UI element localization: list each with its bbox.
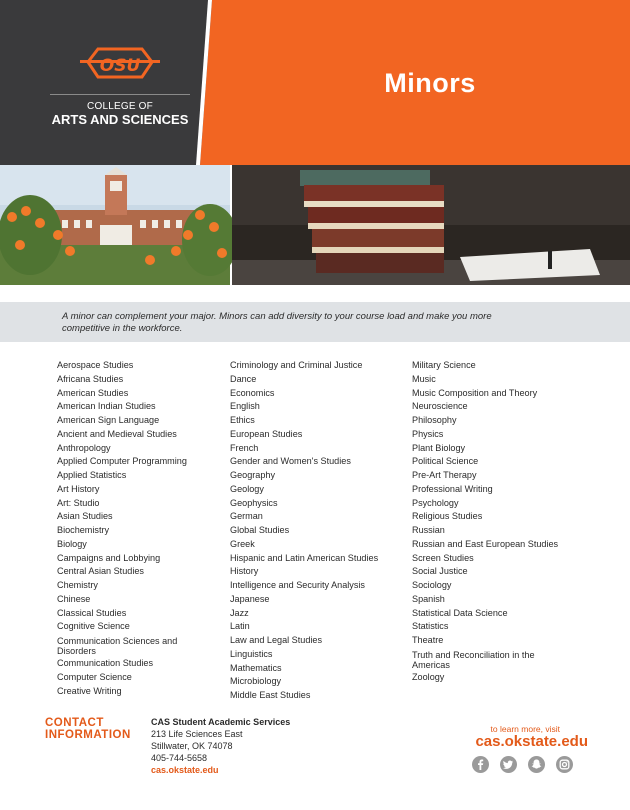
minor-item: Pre-Art Therapy: [412, 470, 477, 480]
campus-photo: [0, 165, 238, 285]
minor-item: American Studies: [57, 387, 129, 398]
minors-column-2: [230, 359, 420, 703]
header-photos: [0, 165, 630, 285]
intro-band: [0, 302, 630, 342]
minor-item: Aerospace Studies: [57, 360, 134, 370]
minor-item: Hispanic and Latin American Studies: [230, 552, 379, 563]
minor-item: Global Studies: [230, 525, 290, 535]
minor-item: Russian and East European Studies: [412, 538, 559, 549]
logo-text: OSU: [99, 56, 141, 76]
website-link[interactable]: cas.okstate.edu: [475, 733, 588, 750]
minor-item: Theatre: [412, 635, 444, 645]
minor-item: Communication Sciences and Disorders: [57, 636, 178, 656]
address-line-1: 213 Life Sciences East: [151, 729, 243, 739]
minor-item: Plant Biology: [412, 442, 466, 453]
minor-item: Criminology and Criminal Justice: [230, 360, 363, 370]
minor-item: Middle East Studies: [230, 690, 311, 700]
minor-item: Biology: [57, 538, 87, 549]
minor-item: Economics: [230, 387, 275, 398]
minor-item: Religious Studies: [412, 511, 483, 522]
minor-item: Microbiology: [230, 676, 282, 687]
minor-item: Music: [412, 373, 436, 384]
address-line-2: Stillwater, OK 74078: [151, 741, 233, 751]
contact-heading-line2: INFORMATION: [45, 729, 131, 741]
minor-item: Physics: [412, 428, 444, 439]
osu-logo: [78, 44, 162, 84]
minor-item: Computer Science: [57, 671, 132, 682]
minor-item: Intelligence and Security Analysis: [230, 580, 365, 590]
minor-item: Creative Writing: [57, 685, 122, 696]
minor-item: Screen Studies: [412, 552, 474, 563]
minor-item: Chinese: [57, 593, 91, 604]
minor-item: Asian Studies: [57, 511, 113, 522]
books-photo: [232, 165, 630, 285]
contact-heading-line1: CONTACT: [45, 717, 104, 729]
minor-item: Neuroscience: [412, 401, 468, 412]
minor-item: Zoology: [412, 671, 445, 682]
minor-item: Political Science: [412, 456, 479, 467]
minor-item: Social Justice: [412, 566, 468, 577]
contact-heading: [45, 717, 131, 741]
minor-item: Biochemistry: [57, 525, 110, 535]
minor-item: Linguistics: [230, 648, 273, 659]
minor-item: Dance: [230, 373, 257, 384]
facebook-icon[interactable]: [472, 756, 489, 773]
minor-item: Art History: [57, 483, 100, 494]
minor-item: Classical Studies: [57, 607, 127, 618]
minor-item: American Indian Studies: [57, 401, 156, 412]
minor-item: Mathematics: [230, 662, 282, 673]
contact-details: [151, 716, 290, 776]
snapchat-icon[interactable]: [528, 756, 545, 773]
minors-column-3: [412, 359, 602, 685]
minor-item: Ancient and Medieval Studies: [57, 428, 177, 439]
minor-item: Sociology: [412, 580, 452, 590]
minor-item: English: [230, 401, 260, 412]
photo-strip: [0, 165, 630, 285]
minor-item: Africana Studies: [57, 373, 124, 384]
page-title: Minors: [384, 68, 476, 98]
college-label-small: COLLEGE OF: [87, 101, 153, 112]
instagram-icon[interactable]: [556, 756, 573, 773]
minor-item: Psychology: [412, 497, 459, 508]
minor-item: Military Science: [412, 360, 476, 370]
minor-item: Communication Studies: [57, 658, 154, 668]
twitter-icon[interactable]: [500, 756, 517, 773]
minor-item: Art: Studio: [57, 497, 100, 508]
minor-item: Geology: [230, 483, 264, 494]
minor-item: History: [230, 566, 259, 577]
minor-item: Professional Writing: [412, 483, 493, 494]
phone-number: 405-744-5658: [151, 753, 208, 763]
minor-item: Greek: [230, 538, 255, 549]
minor-item: European Studies: [230, 428, 303, 439]
logo-divider: [50, 94, 190, 95]
minor-item: Statistics: [412, 621, 449, 632]
minor-item: Chemistry: [57, 580, 98, 590]
minor-item: Campaigns and Lobbying: [57, 552, 161, 563]
minor-item: Geophysics: [230, 497, 278, 508]
minor-item: Applied Computer Programming: [57, 456, 187, 467]
minors-column-1: [57, 359, 247, 698]
minor-item: French: [230, 442, 259, 453]
minor-item: Cognitive Science: [57, 621, 130, 632]
minor-item: Anthropology: [57, 442, 111, 453]
college-label-big: ARTS AND SCIENCES: [51, 112, 189, 127]
minor-item: Spanish: [412, 593, 445, 604]
minor-item: Music Composition and Theory: [412, 387, 538, 398]
minor-item: Latin: [230, 621, 250, 632]
minor-item: Truth and Reconciliation in the Americas: [412, 649, 535, 670]
minor-item: Central Asian Studies: [57, 566, 144, 577]
header-banner: [0, 0, 630, 165]
minor-item: Philosophy: [412, 415, 457, 425]
minor-item: Japanese: [230, 593, 270, 604]
contact-url-link[interactable]: cas.okstate.edu: [151, 765, 219, 775]
learn-more-text: to learn more, visit: [490, 724, 560, 734]
minor-item: Geography: [230, 470, 275, 480]
minor-item: Gender and Women's Studies: [230, 456, 351, 467]
minor-item: German: [230, 511, 263, 522]
minor-item: Jazz: [230, 607, 249, 618]
minor-item: Russian: [412, 525, 445, 535]
minor-item: Statistical Data Science: [412, 607, 508, 618]
minor-item: Law and Legal Studies: [230, 635, 323, 645]
minor-item: Applied Statistics: [57, 470, 127, 480]
minor-item: American Sign Language: [57, 415, 160, 425]
intro-text: A minor can complement your major. Minors can add diversity to your course load and make you more competitive in the workforce.: [62, 311, 492, 334]
minor-item: Ethics: [230, 415, 255, 425]
office-name: CAS Student Academic Services: [151, 717, 291, 727]
